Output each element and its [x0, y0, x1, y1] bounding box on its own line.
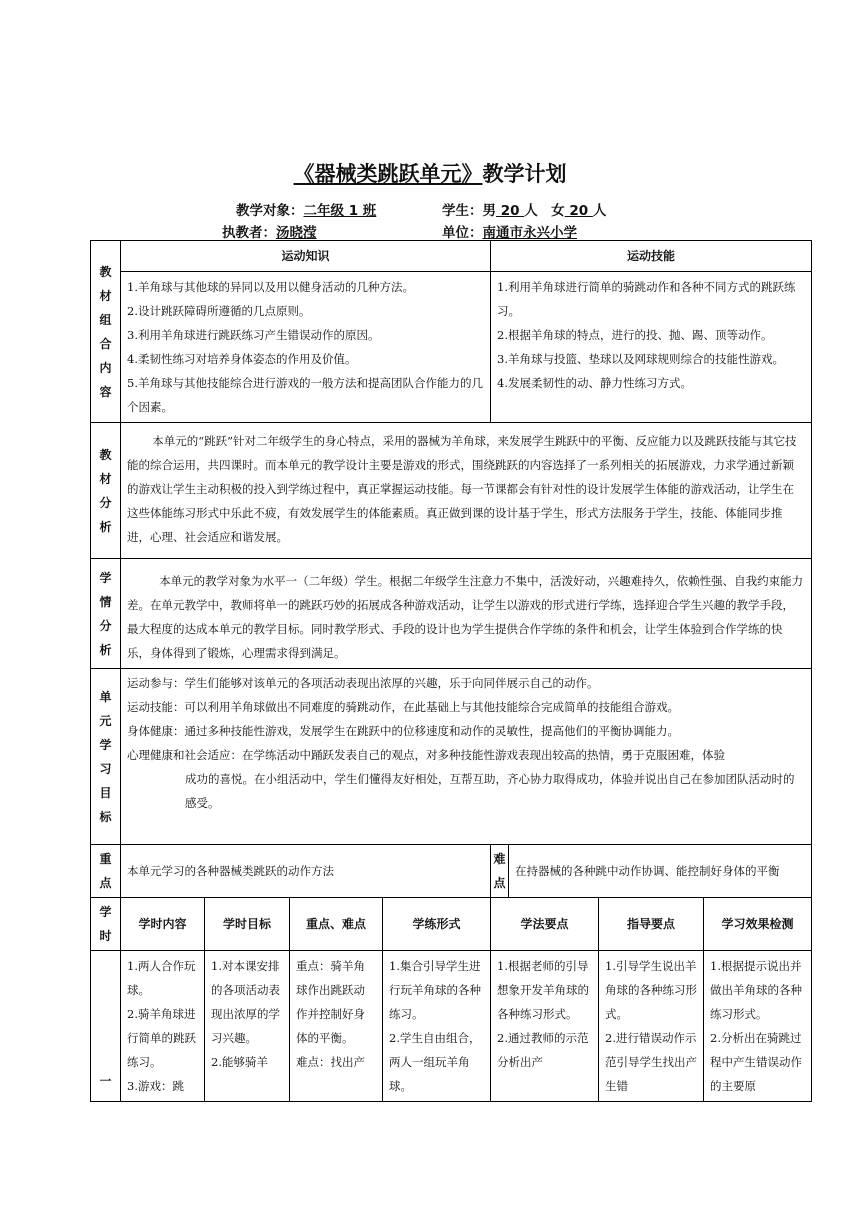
students-line	[442, 199, 606, 219]
lesson-goal: 1.对本课安排的各项活动表现出浓厚的学习兴趣。 2.能够骑羊	[205, 951, 290, 1102]
situation-side-label: 学 情 分 析	[91, 559, 121, 669]
content-side-label: 教 材 组 合 内 容	[91, 241, 121, 423]
lesson-guidance: 1.引导学生说出羊角球的各种练习形式。 2.进行错误动作示范引导学生找出产生错	[599, 951, 704, 1102]
students-unit: 人	[592, 203, 607, 219]
goal-item-continued: 成功的喜悦。在小组活动中，学生们懂得友好相处，互帮互助，齐心协力取得成功，体验并说出自己在参加团队活动时的感受。	[185, 772, 795, 810]
target-value: 二年级 1 班	[303, 203, 377, 219]
teacher-name: 汤晓滢	[276, 225, 317, 241]
skill-item: 2.根据羊角球的特点，进行的投、抛、踢、顶等动作。	[497, 328, 773, 342]
lesson-header: 指导要点	[599, 898, 704, 951]
target-label: 教学对象：	[236, 203, 304, 219]
lesson-header: 学时内容	[121, 898, 205, 951]
lesson-header: 重点、难点	[290, 898, 383, 951]
title-rest: 教学计划	[482, 162, 567, 186]
lesson-header: 学法要点	[491, 898, 599, 951]
skill-item: 3.羊角球与投篮、垫球以及网球规则综合的技能性游戏。	[497, 352, 784, 366]
knowledge-item: 2.设计跳跃障碍所遵循的几点原则。	[127, 304, 311, 318]
plan-table	[90, 240, 812, 1102]
lesson-header: 学时目标	[205, 898, 290, 951]
knowledge-header: 运动知识	[121, 241, 491, 272]
skill-item: 1.利用羊角球进行简单的骑跳动作和各种不同方式的跳跃练习。	[497, 280, 796, 318]
male-count: 20	[496, 203, 525, 219]
lesson-number: 一	[91, 951, 121, 1102]
students-label: 学生：男	[442, 203, 496, 219]
knowledge-item: 3.利用羊角球进行跳跃练习产生错误动作的原因。	[127, 328, 380, 342]
target-line	[236, 199, 376, 219]
situation-text: 本单元的教学对象为水平一（二年级）学生。根据二年级学生注意力不集中，活泼好动，兴趣难持久，依赖性强、自我约束能力差。在单元教学中，教师将单一的跳跃巧妙的拓展成各种游戏活动，让学生以游戏的形式进行学练，选择迎合学生兴趣的教学手段，最大程度的达成本单元的教学目标。同时教学形式、手段的设计也为学生提供合作学练的条件和机会，让学生体验到合作学练的快乐，身体得到了锻炼，心理需求得到满足。	[127, 574, 804, 660]
female-count: 20	[564, 203, 593, 219]
goal-item: 心理健康和社会适应：在学练活动中踊跃发表自己的观点，对多种技能性游戏表现出较高的热情，勇于克服困难，体验	[127, 748, 725, 762]
school-name: 南通市永兴小学	[482, 225, 577, 241]
knowledge-item: 5.羊角球与其他技能综合进行游戏的一般方法和提高团队合作能力的几个因素。	[127, 376, 483, 414]
key-side-label: 重 点	[91, 845, 121, 898]
teacher-line	[222, 221, 317, 241]
knowledge-item: 1.羊角球与其他球的异同以及用以健身活动的几种方法。	[127, 280, 414, 294]
lesson-header: 学练形式	[383, 898, 491, 951]
goal-item: 运动技能：可以利用羊角球做出不同难度的骑跳动作，在此基础上与其他技能综合完成简单的技能组合游戏。	[127, 700, 679, 714]
skills-header: 运动技能	[491, 241, 812, 272]
content-row	[91, 272, 812, 423]
goal-item: 运动参与：学生们能够对该单元的各项活动表现出浓厚的兴趣，乐于向同伴展示自己的动作。	[127, 676, 599, 690]
goals-side-label: 单 元 学 习 目 标	[91, 669, 121, 845]
title-unit-name: 《器械类跳跃单元》	[293, 162, 483, 186]
unit-label: 单位：	[442, 225, 483, 241]
teacher-label: 执教者：	[222, 225, 276, 241]
analysis-text: 本单元的“跳跃”针对二年级学生的身心特点，采用的器械为羊角球，来发展学生跳跃中的平衡、反应能力以及跳跃技能与其它技能的综合运用，共四课时。而本单元的教学设计主要是游戏的形式，围绕跳跃的内容选择了一系列相关的拓展游戏，力求学通过新颖的游戏让学生主动积极的投入到学练过程中，真正掌握运动技能。每一节课都会有针对性的设计发展学生体能的游戏活动，让学生在这些体能练习形式中乐此不疲，有效发展学生的体能素质。真正做到课的设计基于学生，形式方法服务于学生，技能、体能同步推进，心理、社会适应和谐发展。	[127, 434, 797, 544]
content-header-row	[91, 241, 812, 272]
difficulty-side-label: 难 点	[491, 845, 509, 898]
situation-row	[91, 559, 812, 669]
unit-line	[442, 221, 577, 241]
lesson-method: 1.根据老师的引导想象开发羊角球的各种练习形式。 2.通过教师的示范分析出产	[491, 951, 599, 1102]
document-title	[0, 158, 860, 188]
lesson-header: 学习效果检测	[704, 898, 812, 951]
lesson-row	[91, 951, 812, 1102]
lesson-key-points: 重点：骑羊角球作出跳跃动作并控制好身体的平衡。 难点：找出产	[290, 951, 383, 1102]
key-text: 本单元学习的各种器械类跳跃的动作方法	[121, 845, 491, 898]
lesson-content: 1.两人合作玩球。 2.骑羊角球进行简单的跳跃练习。 3.游戏：跳	[121, 951, 205, 1102]
analysis-side-label: 教 材 分 析	[91, 423, 121, 559]
goals-row	[91, 669, 812, 845]
difficulty-text: 在持器械的各种跳中动作协调、能控制好身体的平衡	[509, 845, 812, 898]
skill-item: 4.发展柔韧性的动、静力性练习方式。	[497, 376, 692, 390]
skills-list	[491, 272, 812, 423]
female-label: 人 女	[524, 203, 565, 219]
knowledge-item: 4.柔韧性练习对培养身体姿态的作用及价值。	[127, 352, 357, 366]
lesson-header-row	[91, 898, 812, 951]
lesson-assessment: 1.根据提示说出并做出羊角球的各种练习形式。 2.分析出在骑跳过程中产生错误动作的主要原	[704, 951, 812, 1102]
goal-item: 身体健康：通过多种技能性游戏，发展学生在跳跃中的位移速度和动作的灵敏性，提高他们的平衡协调能力。	[127, 724, 679, 738]
knowledge-list	[121, 272, 491, 423]
analysis-row	[91, 423, 812, 559]
lesson-form: 1.集合引导学生进行玩羊角球的各种练习。 2.学生自由组合，两人一组玩羊角球。	[383, 951, 491, 1102]
key-row	[91, 845, 812, 898]
lesson-side-label: 学 时	[91, 898, 121, 951]
